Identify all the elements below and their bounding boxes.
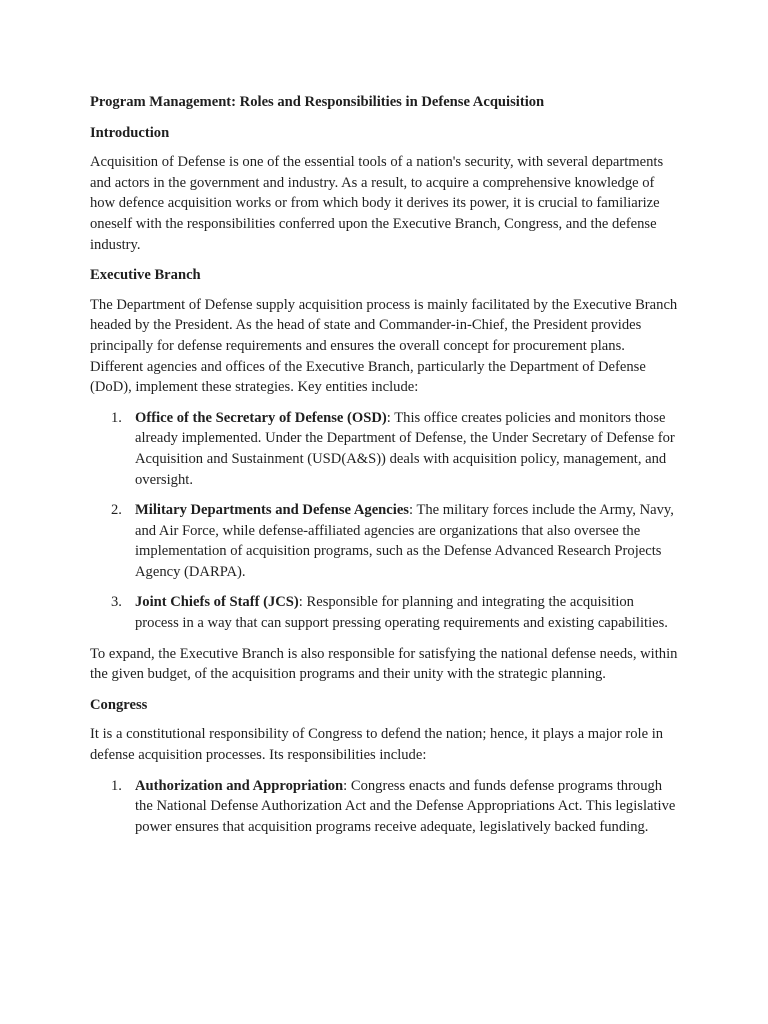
introduction-paragraph: Acquisition of Defense is one of the essential tools of a nation's security, with several departments and actors in the government and industry. As a result, to acquire a comprehensive knowledge of how defence acquisition works or from which body it derives its power, it is crucial to familiarize oneself with the responsibilities conferred upon the Executive Branch, Congress, and the defense industry. — [90, 154, 664, 253]
list-item-number: 3. — [111, 594, 122, 611]
executive-entities-list — [90, 408, 678, 634]
list-item-text: : Congress enacts and funds defense programs through the National Defense Authorization Act and the Defense Appropriations Act. This legislative power ensures that acquisition programs receive adequate, legislatively backed funding. — [135, 777, 676, 835]
list-item-term: Authorization and Appropriation — [135, 777, 344, 794]
list-item — [90, 408, 678, 490]
document-title: Program Management: Roles and Responsibilities in Defense Acquisition — [90, 94, 545, 110]
congress-heading: Congress — [90, 696, 148, 713]
list-item-text: : The military forces include the Army, Navy, and Air Force, while defense-affiliated agencies are organizations that also oversee the implementation of acquisition programs, such as the Defense Advanced Research Projects Agency (DARPA). — [135, 502, 674, 580]
document-page — [90, 92, 678, 847]
congress-paragraph: It is a constitutional responsibility of Congress to defend the nation; hence, it plays a major role in defense acquisition processes. Its responsibilities include: — [90, 726, 664, 764]
list-item-number: 1. — [111, 777, 122, 794]
executive-branch-closing-paragraph: To expand, the Executive Branch is also responsible for satisfying the national defense needs, within the given budget, of the acquisition programs and their unity with the strategic planning. — [90, 645, 678, 683]
list-item-text: : This office creates policies and monitors those already implemented. Under the Department of Defense, the Under Secretary of Defense for Acquisition and Sustainment (USD(A&S)) deals with acquisition policy, management, and oversight. — [135, 409, 675, 488]
list-item — [90, 592, 678, 633]
list-item-term: Joint Chiefs of Staff (JCS) — [135, 594, 299, 611]
executive-branch-paragraph: The Department of Defense supply acquisition process is mainly facilitated by the Executive Branch headed by the President. As the head of state and Commander-in-Chief, the President provides principally for defense requirements and ensures the overall concept for procurement plans. Different agencies and offices of the Executive Branch, particularly the Department of Defense (DoD), implement these strategies. Key entities include: — [90, 296, 678, 396]
executive-branch-heading: Executive Branch — [90, 267, 201, 284]
list-item — [90, 500, 678, 582]
list-item-text: : Responsible for planning and integrating the acquisition process in a way that can support pressing operating requirements and existing capabilities. — [135, 594, 668, 632]
list-item-number: 2. — [111, 502, 122, 519]
list-item-term: Military Departments and Defense Agencies — [135, 502, 409, 519]
introduction-heading: Introduction — [90, 124, 170, 141]
list-item — [90, 776, 678, 838]
list-item-term: Office of the Secretary of Defense (OSD) — [135, 409, 387, 426]
congress-responsibilities-list — [90, 776, 678, 838]
list-item-number: 1. — [111, 409, 122, 426]
